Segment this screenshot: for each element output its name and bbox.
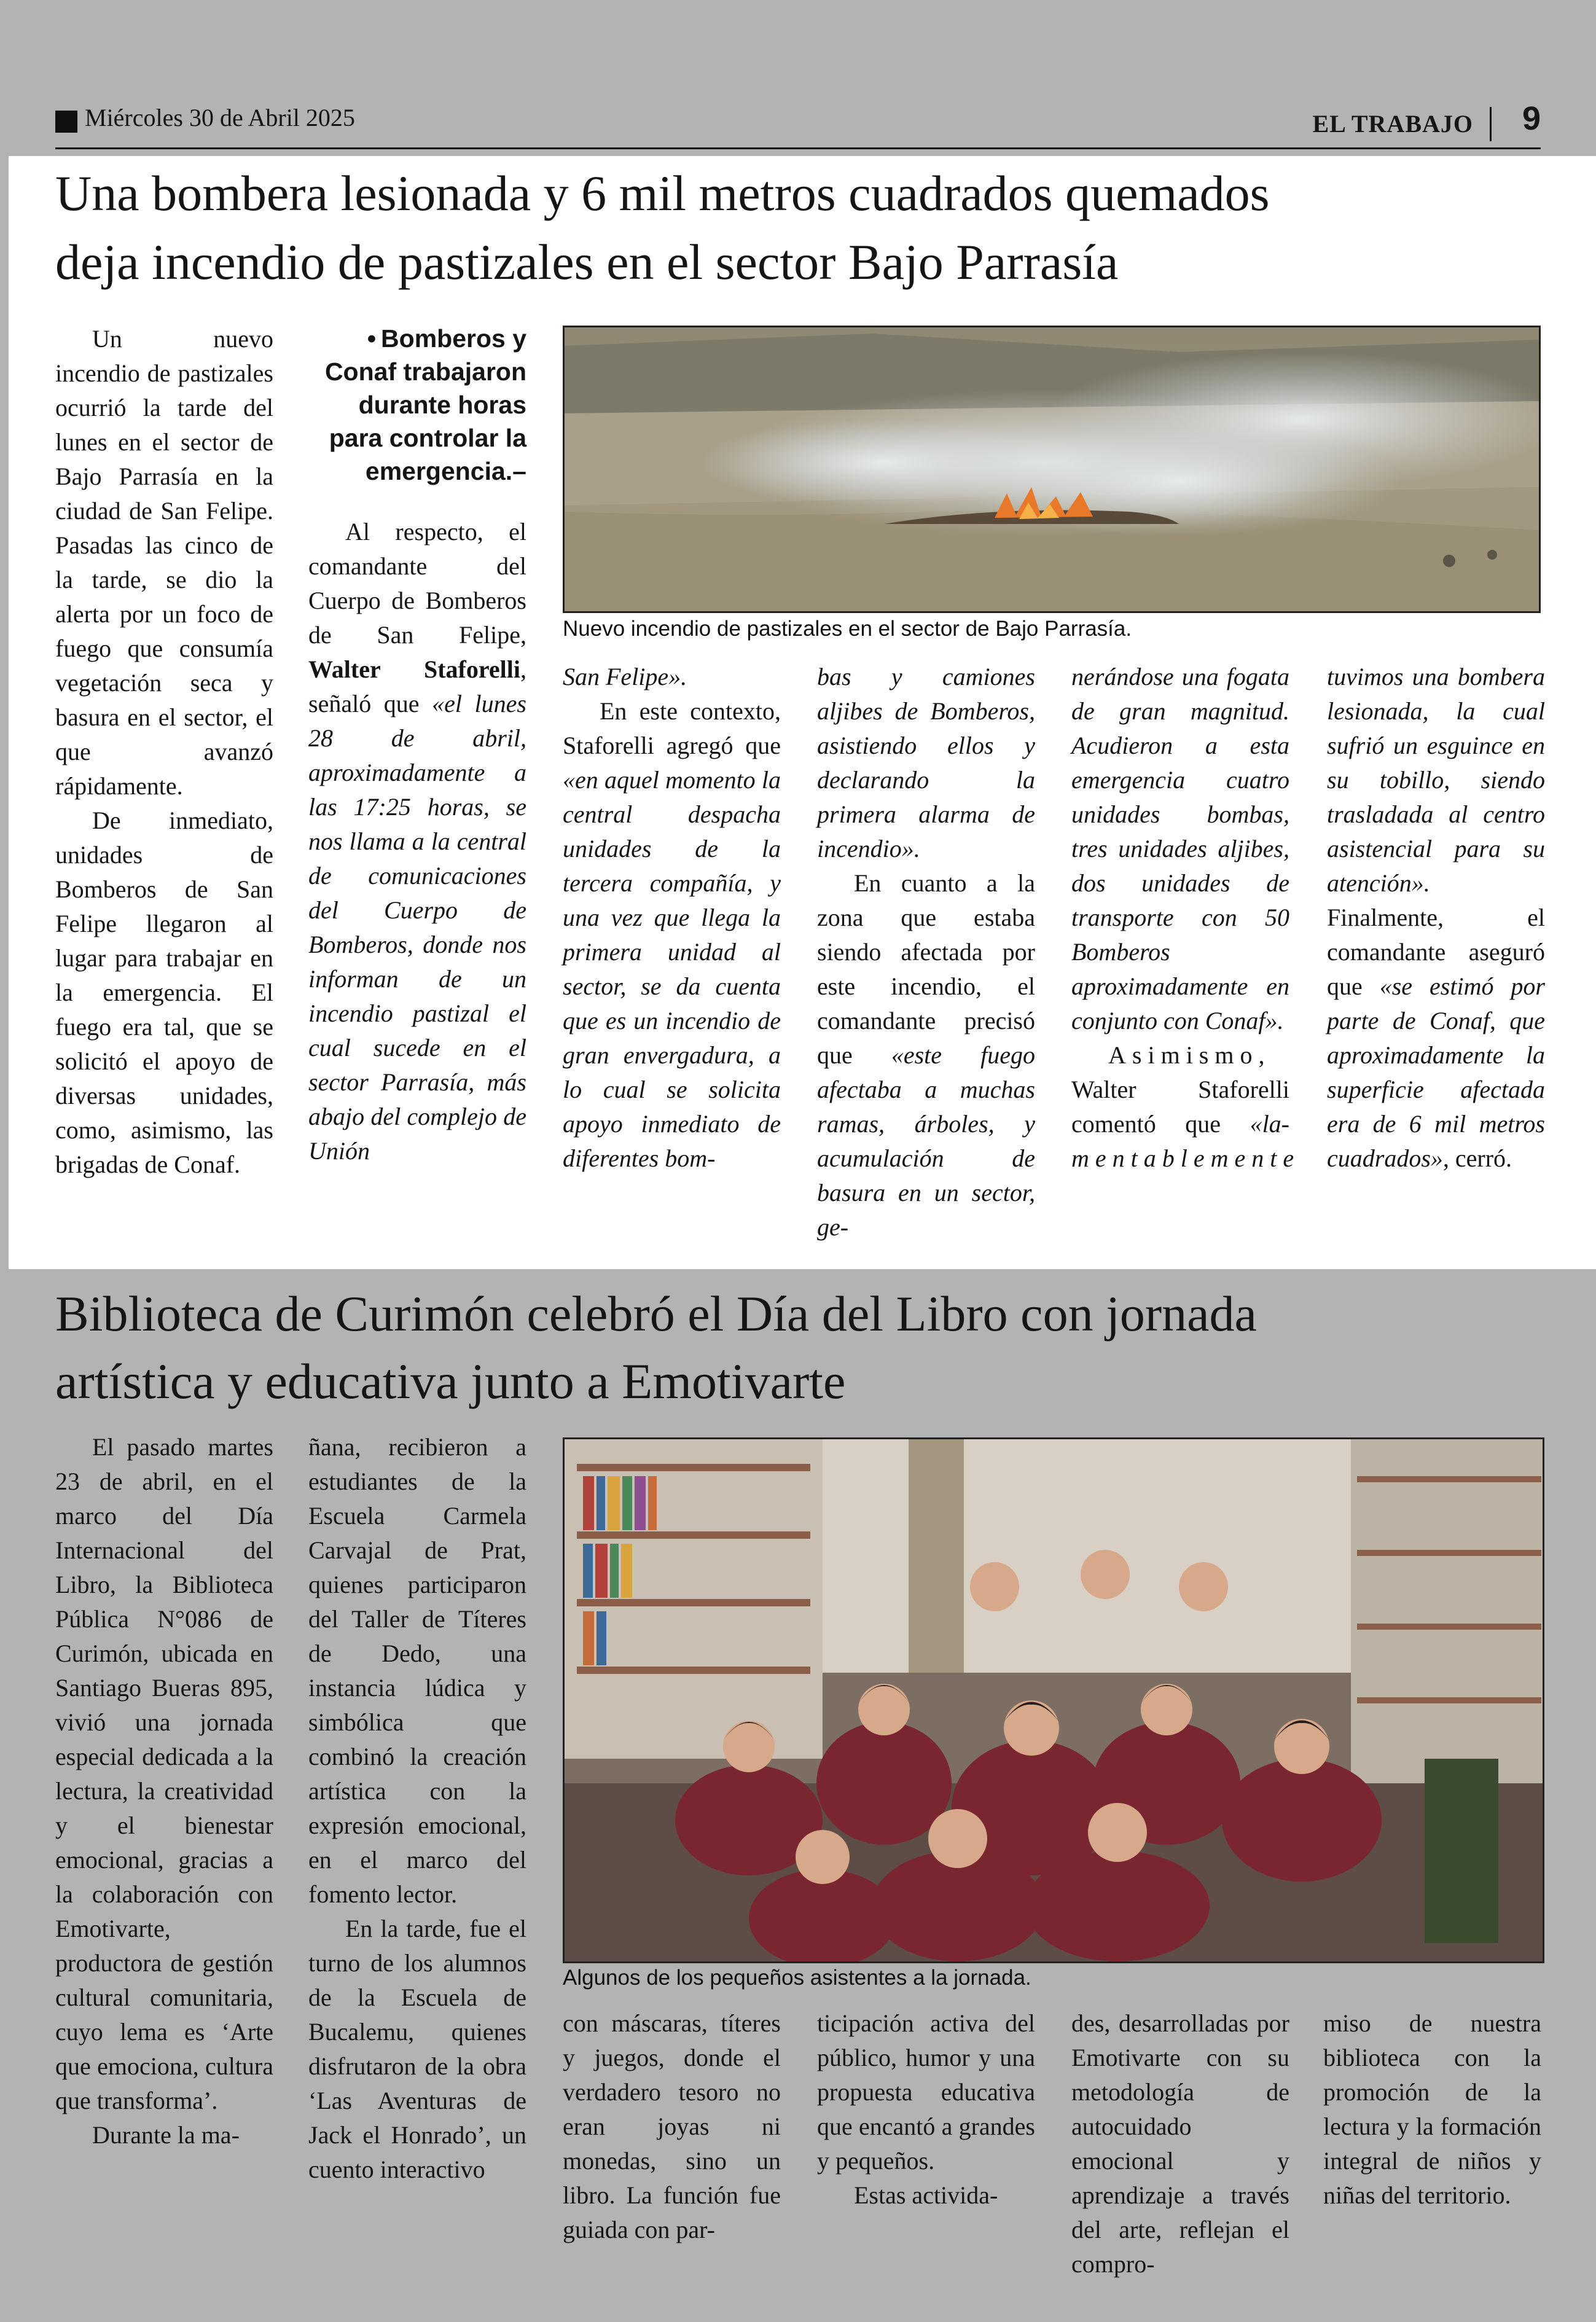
text: Asimismo,: [1108, 1041, 1271, 1069]
text: Walter Staforelli comentó que: [1071, 1076, 1289, 1138]
lead-text: Bomberos y Conaf trabajaron durante horas para controlar la emergencia.–: [324, 324, 526, 485]
paragraph: nerándose una fogata de gran magnitud. Acudieron a esta emergencia cuatro unidades bombas, tres unidades aljibes, dos unidades de transporte con 50 Bomberos aproximadamente en conjunto con Conaf».: [1071, 663, 1289, 1034]
paragraph: [1327, 660, 1545, 1176]
paragraph: bas y camiones aljibes de Bomberos, asistiendo ellos y declarando la primera alarma de incendio».: [817, 663, 1035, 862]
article-fire-headline-line1: Una bombera lesionada y 6 mil metros cuadrados quemados: [55, 165, 1270, 221]
library-photo-caption: Algunos de los pequeños asistentes a la jornada.: [563, 1966, 1031, 1990]
fire-photo: [563, 326, 1541, 613]
paragraph: De inmediato, unidades de Bomberos de San Felipe llegaron al lugar para trabajar en la emergencia. El fuego era tal, que se solicitó el apoyo de diversas unidades, como, asimismo, las brigadas de Conaf.: [55, 807, 273, 1178]
article-fire-lead: [308, 322, 526, 488]
header-divider: [1490, 107, 1492, 141]
article-fire-headline-line2: deja incendio de pastizales en el sector Bajo Parrasía: [55, 234, 1119, 290]
page-header: [55, 100, 1541, 149]
text: En cuanto a la zona que estaba siendo afectada por este incendio, el comandante precisó que: [817, 869, 1035, 1069]
article-library-column-2: [308, 1430, 526, 2187]
issue-date: Miércoles 30 de Abril 2025: [85, 104, 355, 131]
paragraph: [563, 694, 781, 1176]
paragraph: Un nuevo incendio de pastizales ocurrió la tarde del lunes en el sector de Bajo Parrasía en la ciudad de San Felipe. Pasadas las cinco de la tarde, se dio la alerta por un foco de fuego que consumía vegetación seca y basura en el sector, el que avanzó rápidamente.: [55, 325, 273, 800]
page-number: 9: [1522, 100, 1541, 137]
paragraph: con máscaras, títeres y juegos, donde el verdadero tesoro no eran joyas ni monedas, sino un libro. La función fue guiada con par-: [563, 2009, 781, 2243]
quote: tuvimos una bombera lesionada, la cual sufrió un esguince en su tobillo, siendo trasladada al centro asistencial para su atención».: [1327, 663, 1545, 897]
section-marker: [55, 111, 77, 133]
paragraph: Estas activida-: [854, 2181, 998, 2209]
article-fire-column-3: [563, 660, 781, 1176]
quote: «en aquel momento la central despacha unidades de la tercera compañía, y una vez que llega la primera unidad al sector, se da cuenta que es un incendio de gran envergadura, a lo cual se solicita apoyo inmediato de diferentes bom-: [563, 766, 781, 1172]
article-library-headline-line1: Biblioteca de Curimón celebró el Día del Libro con jornada: [55, 1286, 1257, 1342]
quote: «la-: [1250, 1110, 1289, 1138]
lead-bullet: •: [367, 324, 377, 353]
paragraph: ticipación activa del público, humor y una propuesta educativa que encantó a grandes y pequeños.: [817, 2009, 1035, 2175]
text: Finalmente, el comandante aseguró que: [1327, 904, 1545, 1000]
quote: «se estimó por parte de Conaf, que aproximadamente la superficie afectada era de 6 mil metros cuadrados»: [1327, 972, 1545, 1172]
paragraph: San Felipe».: [563, 663, 687, 690]
text: Al respecto, el comandante del Cuerpo de Bomberos de San Felipe,: [308, 518, 526, 649]
paragraph: Durante la ma-: [92, 2121, 240, 2149]
quote: «el lunes 28 de abril, aproximadamente a las 17:25 horas, se nos llama a la central de comunicaciones del Cuerpo de Bomberos, donde nos informan de un incendio pastizal el cual sucede en el sector Parrasía, más abajo del complejo de Unión: [308, 690, 526, 1165]
article-fire: [9, 156, 1596, 1269]
library-photo: [563, 1437, 1544, 1963]
text: En este contexto, Staforelli agregó que: [563, 697, 781, 759]
article-fire-column-6: [1327, 660, 1545, 1176]
article-fire-column-2: [308, 322, 526, 1168]
article-library-column-3: [563, 2006, 781, 2247]
fire-photo-caption: Nuevo incendio de pastizales en el sector de Bajo Parrasía.: [563, 617, 1132, 641]
person-name: Walter Staforelli: [308, 655, 520, 683]
paragraph: En la tarde, fue el turno de los alumnos de la Escuela de Bucalemu, quienes disfrutaron de la obra ‘Las Aventuras de Jack el Honrado’, un cuento interactivo: [308, 1915, 526, 2183]
article-library: [0, 1269, 1596, 2322]
article-library-headline-line2: artística y educativa junto a Emotivarte: [55, 1353, 846, 1409]
paragraph: des, desarrolladas por Emotivarte con su metodología de autocuidado emocional y aprendizaje a través del arte, reflejan el compro-: [1071, 2009, 1289, 2278]
article-fire-column-1: [55, 322, 273, 1182]
quote: mentablemente: [1071, 1144, 1301, 1172]
paragraph: ñana, recibieron a estudiantes de la Escuela Carmela Carvajal de Prat, quienes participaron del Taller de Títeres de Dedo, una instancia lúdica y simbólica que combinó la creación artística con la expresión emocional, en el marco del fomento lector.: [308, 1433, 526, 1908]
quote: «este fuego afectaba a muchas ramas, árboles, y acumulación de basura en un sector, ge-: [817, 1041, 1035, 1241]
article-fire-column-4: [817, 660, 1035, 1245]
article-library-column-4: [817, 2006, 1035, 2213]
paragraph: [308, 515, 526, 1168]
paragraph: miso de nuestra biblioteca con la promoción de la lectura y la formación integral de niños y niñas del territorio.: [1323, 2009, 1541, 2209]
fire-photo-illustration: [565, 327, 1539, 611]
paragraph: El pasado martes 23 de abril, en el marco del Día Internacional del Libro, la Biblioteca Pública N°086 de Curimón, ubicada en Santiago Bueras 895, vivió una jornada especial dedicada a la lectura, la creatividad y el bienestar emocional, gracias a la colaboración con Emotivarte, productora de gestión cultural comunitaria, cuyo lema es ‘Arte que emociona, cultura que transforma’.: [55, 1433, 273, 2114]
text: , cerró.: [1442, 1144, 1512, 1172]
article-library-column-6: [1323, 2006, 1541, 2213]
article-library-column-5: [1071, 2006, 1289, 2281]
library-photo-illustration: [565, 1439, 1543, 1961]
text: , señaló que: [308, 655, 526, 717]
paragraph: [817, 866, 1035, 1245]
newspaper-name: EL TRABAJO: [1312, 110, 1473, 138]
paragraph: [1071, 1038, 1301, 1176]
article-fire-column-5: [1071, 660, 1301, 1176]
article-library-column-1: [55, 1430, 273, 2152]
